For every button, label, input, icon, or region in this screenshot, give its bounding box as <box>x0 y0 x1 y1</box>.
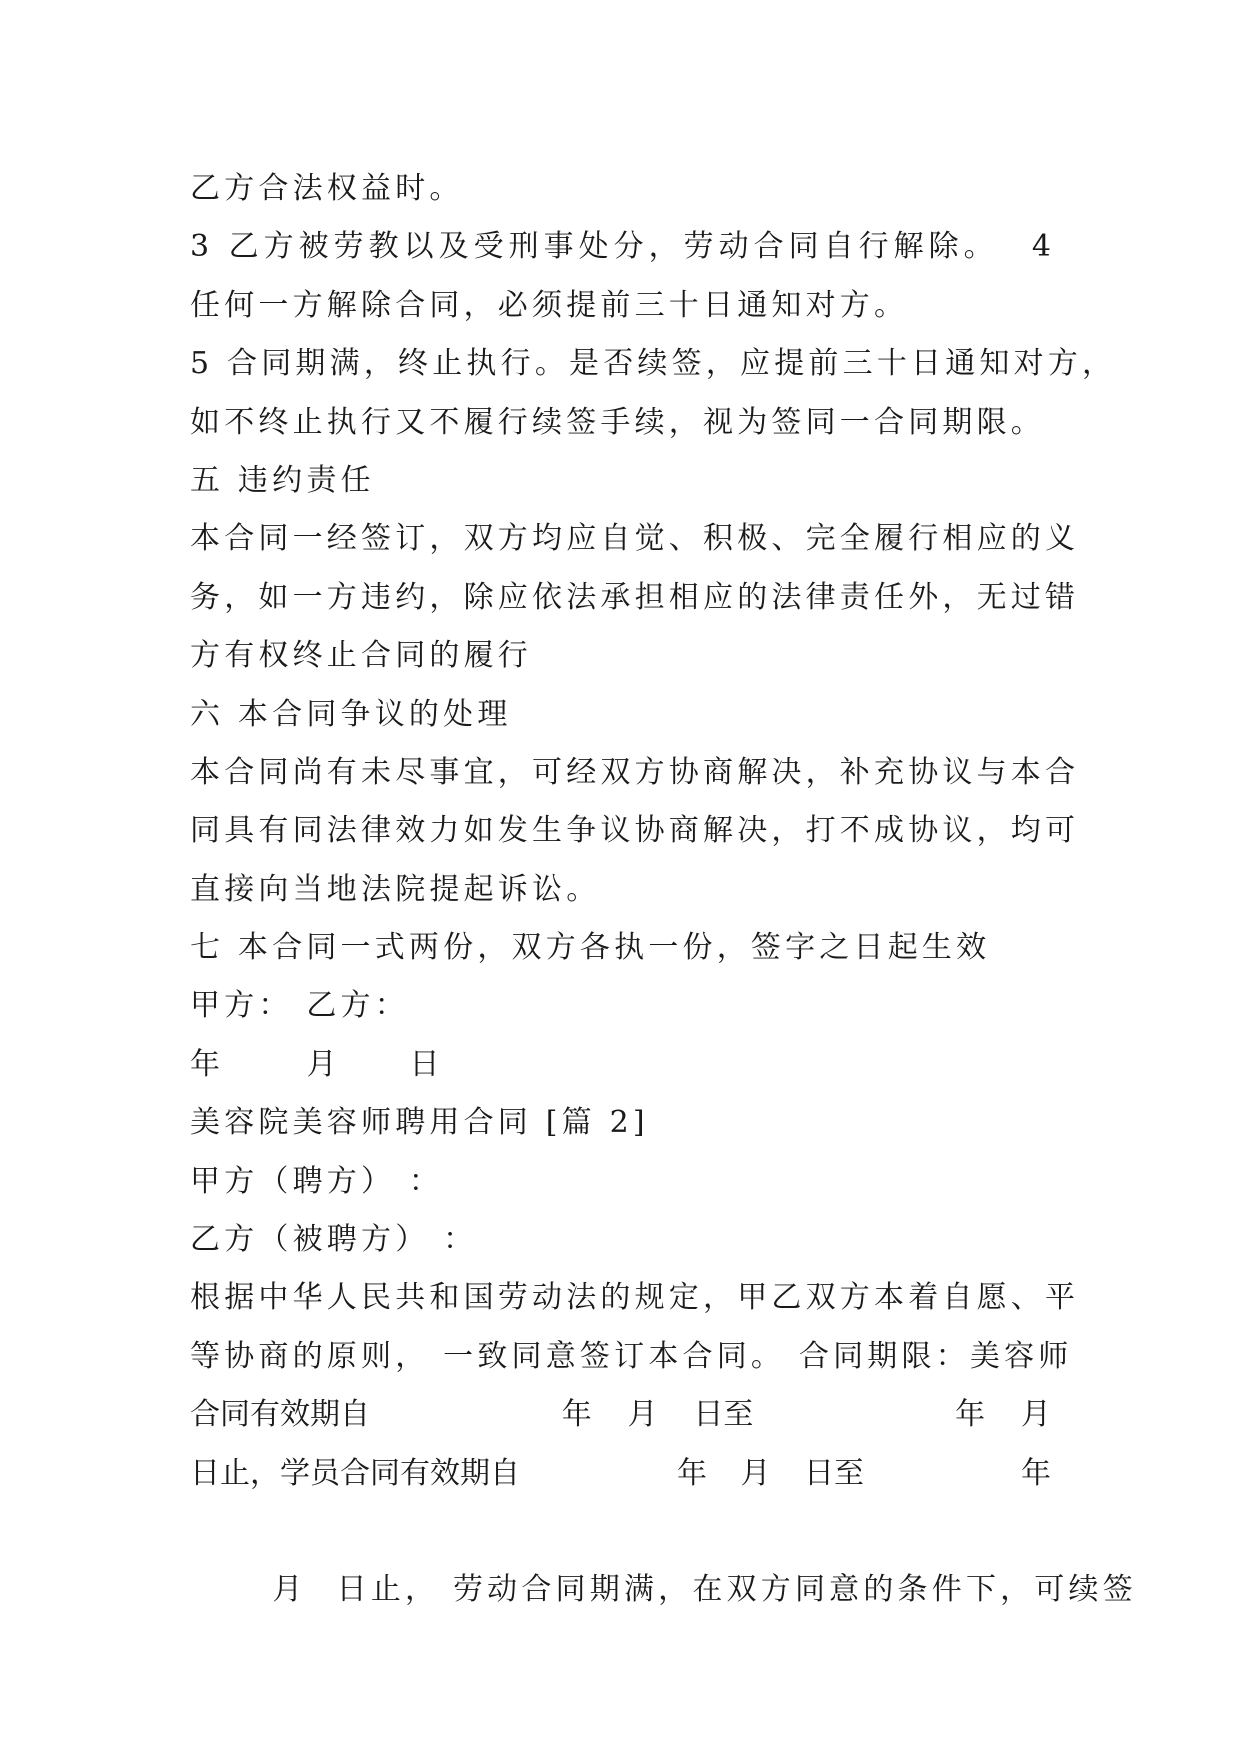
text-line: 根据中华人民共和国劳动法的规定，甲乙双方本着自愿、平 <box>190 1280 1080 1316</box>
text-line: 5 合同期满，终止执行。是否续签，应提前三十日通知对方， <box>190 346 1117 382</box>
text-line: 本合同一经签订，双方均应自觉、积极、完全履行相应的义 <box>190 521 1080 557</box>
section-heading: 七 本合同一式两份，双方各执一份，签字之日起生效 <box>190 930 991 966</box>
text-line <box>190 1503 1137 1608</box>
contract-title: 美容院美容师聘用合同 [篇 2] <box>190 1105 649 1141</box>
text-line: 本合同尚有未尽事宜，可经双方协商解决，补充协议与本合 <box>190 754 1080 790</box>
text-line: 乙方合法权益时。 <box>190 171 464 206</box>
party-b-label: 乙方（被聘方） ： <box>190 1222 478 1258</box>
date-day-to: 日至 <box>693 1397 754 1433</box>
text-line: 如不终止执行又不履行续签手续，视为签同一合同期限。 <box>190 404 1045 440</box>
clause-3: 3 乙方被劳教以及受刑事处分，劳动合同自行解除。 <box>190 229 999 265</box>
text-line: 直接向当地法院提起诉讼。 <box>190 871 601 907</box>
term-text: 日止，学员合同有效期自 <box>190 1455 520 1491</box>
date-month: 月 <box>740 1455 771 1491</box>
signature-parties: 甲方： 乙方： <box>190 988 409 1024</box>
text-line <box>190 218 1051 276</box>
signature-date: 年 月 日 <box>190 1046 444 1082</box>
date-year: 年 <box>955 1397 986 1433</box>
text-line: 同具有同法律效力如发生争议协商解决，打不成协议，均可 <box>190 813 1080 849</box>
text-line: 方有权终止合同的履行 <box>190 638 532 674</box>
term-text: 合同有效期自 <box>190 1397 370 1433</box>
party-a-label: 甲方（聘方） ： <box>190 1163 444 1199</box>
date-year: 年 <box>1021 1455 1051 1491</box>
date-month: 月 <box>1020 1397 1051 1433</box>
section-heading: 五 违约责任 <box>190 462 375 498</box>
clause-4-number: 4 <box>1031 229 1051 265</box>
term-line <box>190 1386 1051 1444</box>
date-month: 月 <box>627 1397 658 1433</box>
text-line: 等协商的原则， 一致同意签订本合同。 合同期限：美容师 <box>190 1338 1073 1374</box>
text-line: 任何一方解除合同，必须提前三十日通知对方。 <box>190 287 909 323</box>
text-line: 务，如一方违约，除应依法承担相应的法律责任外，无过错 <box>190 579 1080 615</box>
document-body <box>190 160 1137 1608</box>
term-text: 日止， 劳动合同期满，在双方同意的条件下，可续签 <box>336 1572 1137 1608</box>
date-month: 月 <box>272 1572 307 1608</box>
date-year: 年 <box>561 1397 592 1433</box>
section-heading: 六 本合同争议的处理 <box>190 696 512 732</box>
date-day-to: 日至 <box>804 1455 864 1491</box>
date-year: 年 <box>677 1455 707 1491</box>
term-line <box>190 1445 1051 1503</box>
